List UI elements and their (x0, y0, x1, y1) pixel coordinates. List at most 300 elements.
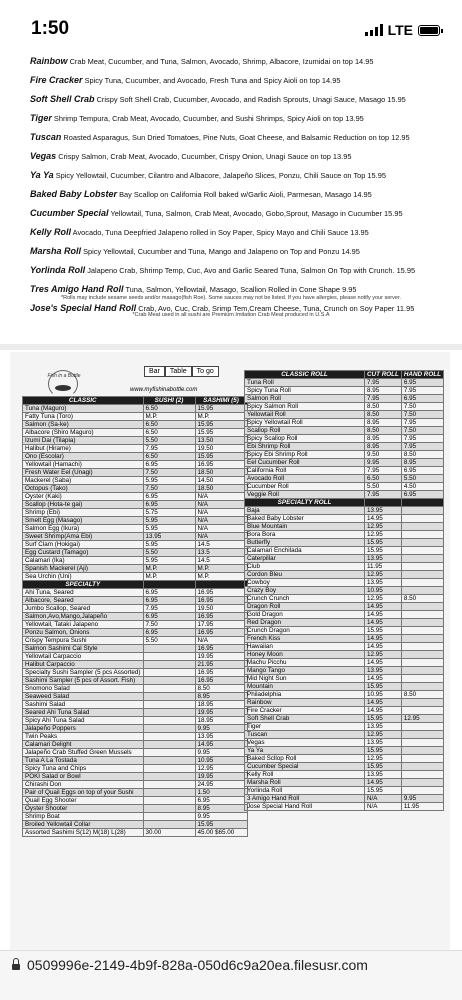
table-cell: Jalapeño Crab Stuffed Green Mussels (23, 749, 144, 757)
table-cell: 12.95 (365, 523, 402, 531)
table-cell: Bora Bora (245, 531, 365, 539)
table-row (23, 429, 248, 437)
table-row (23, 533, 248, 541)
table-row (23, 701, 248, 709)
table-row (23, 669, 248, 677)
table-cell: 17.95 (195, 621, 247, 629)
table-cell: Avocado Roll (245, 475, 365, 483)
table-cell: Mountain (245, 683, 365, 691)
crab-note: *Crab Meat used in all sushi are Premium Imitation Crab Meat produced in U.S.A (132, 312, 330, 318)
table-row (245, 747, 444, 755)
table-cell: 19.95 (195, 653, 247, 661)
table-cell: 13.95 (195, 733, 247, 741)
roll-name: Cucumber Special (30, 208, 109, 218)
table-cell: Crispy Tempura Sushi (23, 637, 144, 645)
table-cell (401, 747, 443, 755)
table-cell: Veggie Roll (245, 491, 365, 499)
table-cell: 8.95 (195, 805, 247, 813)
table-row (23, 469, 248, 477)
table-cell: 13.95 (365, 555, 402, 563)
table-cell: Specialty Sushi Sampler (5 pcs Assorted) (23, 669, 144, 677)
table-cell: 13.95 (365, 579, 402, 587)
table-cell: 15.95 (195, 429, 247, 437)
table-cell: 8.50 (401, 595, 443, 603)
table-row (245, 683, 444, 691)
table-cell: M.P. (195, 573, 247, 581)
table-row (245, 467, 444, 475)
roll-desc: Crab, Avo, Cuc, Crab, Srimp Tem,Cream Cheese, Tuna, Crunch on Soy Paper 11.95 (138, 304, 415, 313)
table-cell: Spicy Ahi Tuna Salad (23, 717, 144, 725)
table-cell: 13.95 (365, 723, 402, 731)
table-cell: N/A (195, 533, 247, 541)
roll-item (30, 52, 440, 71)
table-row (245, 723, 444, 731)
table-row (23, 413, 248, 421)
table-cell: 9.95 (195, 725, 247, 733)
table-row (245, 579, 444, 587)
table-row (23, 509, 248, 517)
table-cell: 3 Amigo Hand Roll (245, 795, 365, 803)
table-header (245, 371, 444, 379)
signal-icon (365, 24, 383, 36)
roll-item (30, 71, 440, 90)
roll-name: Fire Cracker (30, 75, 83, 85)
table-cell: 14.5 (195, 541, 247, 549)
table-cell: M.P. (195, 565, 247, 573)
table-row (23, 725, 248, 733)
table-cell: Yellowtail, Tataki Jalapeno (23, 621, 144, 629)
table-row (245, 779, 444, 787)
table-cell: Scallop (Hota-te gai) (23, 501, 144, 509)
table-row (23, 549, 248, 557)
table-row (245, 387, 444, 395)
table-cell: Yorlinda Roll (245, 787, 365, 795)
table-cell (401, 507, 443, 515)
table-cell: French Kiss (245, 635, 365, 643)
battery-icon (418, 25, 440, 36)
table-row (23, 645, 248, 653)
table-cell: Octopus (Tako) (23, 485, 144, 493)
table-cell: 16.95 (195, 645, 247, 653)
table-cell: 8.95 (365, 443, 402, 451)
table-cell: Halibut Carpaccio (23, 661, 144, 669)
table-row (245, 651, 444, 659)
table-cell: 5.50 (143, 437, 195, 445)
table-row (245, 731, 444, 739)
table-row (245, 611, 444, 619)
table-row (23, 541, 248, 549)
table-cell: 15.95 (195, 453, 247, 461)
table-cell: 7.95 (401, 435, 443, 443)
table-cell: 7.95 (365, 467, 402, 475)
table-cell: SPECIALTY (23, 581, 144, 589)
table-cell: 8.95 (401, 459, 443, 467)
roll-name: Kelly Roll (30, 227, 72, 237)
table-row (245, 771, 444, 779)
table-row (23, 573, 248, 581)
table-row (245, 395, 444, 403)
table-cell: 6.50 (143, 405, 195, 413)
table-cell: POKI Salad or Bowl (23, 773, 144, 781)
table-row (245, 435, 444, 443)
table-cell (143, 677, 195, 685)
browser-bar[interactable] (0, 950, 462, 1000)
table-cell: M.P. (195, 413, 247, 421)
table-cell: Crunch Dragon (245, 627, 365, 635)
table-cell: 12.95 (365, 595, 402, 603)
table-cell: Red Dragon (245, 619, 365, 627)
table-cell: N/A (365, 803, 402, 811)
table-cell: Spicy Ebi Shrimp Roll (245, 451, 365, 459)
table-cell (143, 693, 195, 701)
table-row (245, 379, 444, 387)
table-row (245, 539, 444, 547)
roll-desc: Bay Scallop on California Roll baked w/Garlic Aioli, Parmesan, Masago 14.95 (119, 190, 372, 199)
table-cell (401, 787, 443, 795)
table-row (23, 677, 248, 685)
table-row (23, 605, 248, 613)
togo-box: To go (192, 366, 219, 377)
table-cell: 5.95 (143, 517, 195, 525)
table-row (245, 403, 444, 411)
table-cell: 5.50 (143, 549, 195, 557)
table-row (245, 803, 444, 811)
table-cell: 9.95 (195, 813, 247, 821)
table-cell: N/A (365, 795, 402, 803)
table-cell: Honey Moon (245, 651, 365, 659)
table-cell: Eel Cucumber Roll (245, 459, 365, 467)
table-row (23, 821, 248, 829)
table-row (245, 691, 444, 699)
table-cell: 15.95 (365, 763, 402, 771)
table-cell: Spanish Mackerel (Aji) (23, 565, 144, 573)
table-cell: Caterpillar (245, 555, 365, 563)
table-cell: 13.95 (365, 667, 402, 675)
table-row (245, 523, 444, 531)
table-cell: 6.95 (195, 797, 247, 805)
table-cell: 16.95 (195, 613, 247, 621)
table-cell: Club (245, 563, 365, 571)
table-row (23, 765, 248, 773)
roll-item (30, 90, 440, 109)
table-cell: Baked Scllop Roll (245, 755, 365, 763)
table-row (245, 755, 444, 763)
table-cell: Surf Clam (Hokigai) (23, 541, 144, 549)
sushi-sashimi-table (22, 396, 248, 837)
table-cell: 9.95 (195, 749, 247, 757)
table-cell: N/A (195, 509, 247, 517)
table-cell: Cordon Bleu (245, 571, 365, 579)
specialty-roll-descriptions (30, 52, 440, 318)
table-row (23, 757, 248, 765)
table-cell (401, 635, 443, 643)
table-cell: Philadelphia (245, 691, 365, 699)
table-cell: CUT ROLL (365, 371, 402, 379)
table-cell: Oyster Shooter (23, 805, 144, 813)
table-cell (365, 499, 402, 507)
table-cell: 6.95 (401, 379, 443, 387)
roll-desc: Spicy Tuna, Cucumber, and Avocado, Fresh Tuna and Spicy Aioli on top 14.95 (84, 76, 341, 85)
table-row (245, 675, 444, 683)
table-cell: 5.50 (401, 475, 443, 483)
table-cell: M.P. (143, 573, 195, 581)
table-cell (143, 821, 195, 829)
table-row (245, 643, 444, 651)
table-cell (401, 731, 443, 739)
table-cell: 16.95 (195, 677, 247, 685)
table-row (23, 717, 248, 725)
table-cell: 7.95 (401, 387, 443, 395)
table-cell (401, 739, 443, 747)
table-cell: 16.95 (195, 461, 247, 469)
table-cell: Egg Custard (Tamago) (23, 549, 144, 557)
table-cell: 15.95 (195, 421, 247, 429)
table-row (23, 709, 248, 717)
table-cell: Cucumber Roll (245, 483, 365, 491)
roll-item (30, 223, 440, 242)
table-cell: Fatty Tuna (Toro) (23, 413, 144, 421)
table-cell: 8.95 (195, 693, 247, 701)
table-cell: Yellowtail Carpaccio (23, 653, 144, 661)
table-cell (401, 555, 443, 563)
table-cell: 19.95 (195, 709, 247, 717)
table-cell (401, 603, 443, 611)
status-indicators (365, 22, 440, 38)
table-row (245, 627, 444, 635)
table-cell (401, 659, 443, 667)
table-row (23, 589, 248, 597)
table-cell: 7.50 (143, 485, 195, 493)
table-cell: 15.95 (365, 715, 402, 723)
table-cell: 8.50 (365, 411, 402, 419)
table-cell: 5.95 (143, 477, 195, 485)
fish-in-a-bottle-logo: Fish in a Bottle (40, 370, 85, 400)
table-row (23, 501, 248, 509)
table-cell (401, 651, 443, 659)
table-cell: Fresh Water Eel (Unagi) (23, 469, 144, 477)
table-row (245, 635, 444, 643)
table-cell: 6.95 (401, 395, 443, 403)
roll-item (30, 109, 440, 128)
table-row (23, 797, 248, 805)
table-row (23, 733, 248, 741)
table-cell (401, 531, 443, 539)
table-row (245, 475, 444, 483)
menu-page[interactable] (0, 48, 462, 950)
table-cell (401, 723, 443, 731)
assorted-row (23, 829, 248, 837)
table-row (245, 515, 444, 523)
table-row (245, 795, 444, 803)
table-cell: 6.50 (365, 475, 402, 483)
table-row (23, 525, 248, 533)
table-cell: Baked Baby Lobster (245, 515, 365, 523)
table-cell (143, 813, 195, 821)
table-cell: Smelt Egg (Masago) (23, 517, 144, 525)
table-cell (143, 757, 195, 765)
table-cell (143, 725, 195, 733)
table-cell: 6.50 (143, 429, 195, 437)
table-cell: Blue Mountain (245, 523, 365, 531)
table-cell: 8.95 (365, 419, 402, 427)
table-cell: Mango Tango (245, 667, 365, 675)
table-cell: Mid Night Sun (245, 675, 365, 683)
table-cell: SPECIALTY ROLL (245, 499, 365, 507)
table-cell: Cucumber Special (245, 763, 365, 771)
table-cell: Salmon Sashimi Cal Style (23, 645, 144, 653)
roll-name: Marsha Roll (30, 246, 82, 256)
table-cell: 6.95 (143, 501, 195, 509)
table-row (245, 547, 444, 555)
table-cell (143, 709, 195, 717)
table-cell: 19.50 (195, 605, 247, 613)
table-cell: 6.95 (143, 597, 195, 605)
table-row (245, 667, 444, 675)
table-cell (401, 755, 443, 763)
table-cell: Albacore (Shiro Maguro) (23, 429, 144, 437)
table-cell: 5.50 (143, 637, 195, 645)
table-row (245, 507, 444, 515)
table-cell: 6.95 (401, 491, 443, 499)
table-cell: Baja (245, 507, 365, 515)
roll-desc: Spicy Yellowtail, Cucumber and Tuna, Mango and Jalapeno on Top and Ponzu 14.95 (83, 247, 360, 256)
table-row (23, 565, 248, 573)
table-cell: 14.50 (195, 477, 247, 485)
table-cell: 15.95 (195, 821, 247, 829)
table-cell: Crazy Boy (245, 587, 365, 595)
table-cell: Mackerel (Saba) (23, 477, 144, 485)
table-cell: 12.95 (195, 765, 247, 773)
table-cell: 7.95 (143, 445, 195, 453)
table-row (245, 451, 444, 459)
table-cell (195, 829, 247, 837)
table-cell: 10.95 (195, 757, 247, 765)
table-row (23, 453, 248, 461)
table-cell: M.P. (143, 413, 195, 421)
table-cell (143, 685, 195, 693)
table-cell: 13.5 (195, 549, 247, 557)
table-row (23, 693, 248, 701)
table-cell (401, 643, 443, 651)
table-cell: 16.95 (195, 669, 247, 677)
table-cell (143, 789, 195, 797)
table-cell: Ya Ya (245, 747, 365, 755)
table-cell (143, 773, 195, 781)
table-cell: N/A (195, 637, 247, 645)
table-cell: N/A (195, 525, 247, 533)
table-row (245, 587, 444, 595)
table-cell: 12.95 (365, 531, 402, 539)
roll-desc: Spicy Yellowtail, Cucumber, Cilantro and Albacore, Jalapeño Slices, Ponzu, Chili Sauce on Top 15.95 (55, 171, 386, 180)
table-cell: 5.95 (143, 525, 195, 533)
website-url: www.myfishinabottle.com (130, 387, 198, 393)
browser-url[interactable]: 0509996e-2149-4b9f-828a-050d6c9a20ea.filesusr.com (27, 957, 368, 973)
table-cell (401, 579, 443, 587)
table-cell: Soft Shell Crab (245, 715, 365, 723)
table-row (245, 763, 444, 771)
table-cell: Snomono Salad (23, 685, 144, 693)
table-cell: 12.95 (401, 715, 443, 723)
table-cell: 8.50 (365, 427, 402, 435)
table-cell: 24.95 (195, 781, 247, 789)
roll-desc: Crispy Soft Shell Crab, Cucumber, Avocado, and Radish Sprouts, Unagi Sauce, Masago 15.95 (96, 95, 406, 104)
table-cell: Gold Dragon (245, 611, 365, 619)
table-cell: 9.95 (401, 795, 443, 803)
table-cell: Tuna (Maguro) (23, 405, 144, 413)
table-cell (143, 581, 195, 589)
price: $65.00 (215, 829, 235, 836)
roll-name: Rainbow (30, 56, 68, 66)
roll-name: Soft Shell Crab (30, 94, 95, 104)
table-cell: 10.95 (365, 587, 402, 595)
table-cell: 12.95 (365, 755, 402, 763)
table-cell: Salmon Roll (245, 395, 365, 403)
roll-desc: Jalapeno Crab, Shrimp Temp, Cuc, Avo and Garlic Seared Tuna, Salmon On Top with Crunch. 15.95 (87, 266, 416, 275)
table-row (245, 563, 444, 571)
table-cell: 13.95 (365, 771, 402, 779)
table-row (245, 555, 444, 563)
table-cell: 8.95 (365, 435, 402, 443)
table-cell (401, 707, 443, 715)
table-header (23, 397, 248, 405)
table-cell: 7.95 (401, 443, 443, 451)
table-row (245, 715, 444, 723)
table-cell: 15.95 (365, 627, 402, 635)
roll-item (30, 147, 440, 166)
table-cell (401, 587, 443, 595)
roll-item (30, 204, 440, 223)
table-cell: 9.50 (365, 451, 402, 459)
roll-name: Tuscan (30, 132, 62, 142)
table-cell: 6.95 (401, 467, 443, 475)
table-row (23, 661, 248, 669)
table-row (23, 597, 248, 605)
table-cell: Ahi Tuna, Seared (23, 589, 144, 597)
roll-name: Ya Ya (30, 170, 54, 180)
roll-name: Tres Amigo Hand Roll (30, 284, 124, 294)
table-row (245, 603, 444, 611)
roll-desc: Roasted Asparagus, Sun Dried Tomatoes, Pine Nuts, Goat Cheese, and Balsamic Reduction on top 12.95 (63, 133, 410, 142)
table-cell: Shrimp (Ebi) (23, 509, 144, 517)
table-cell (401, 563, 443, 571)
table-cell: Hawaiian (245, 643, 365, 651)
table-cell: 18.50 (195, 469, 247, 477)
roll-name: Baked Baby Lobster (30, 189, 118, 199)
table-cell: 14.95 (365, 779, 402, 787)
table-row (245, 739, 444, 747)
table-row (23, 749, 248, 757)
table-cell: 7.50 (143, 621, 195, 629)
table-cell: 13.95 (365, 739, 402, 747)
table-row (245, 595, 444, 603)
table-cell: 7.50 (401, 427, 443, 435)
table-row (245, 411, 444, 419)
table-row (245, 699, 444, 707)
table-cell: Pair of Quail Eggs on top of your Sushi (23, 789, 144, 797)
table-cell: 19.95 (195, 773, 247, 781)
table-cell: Chirashi Don (23, 781, 144, 789)
roll-item (30, 185, 440, 204)
table-cell: 18.95 (195, 701, 247, 709)
table-cell: Dragon Roll (245, 603, 365, 611)
table-cell: M.P. (143, 565, 195, 573)
table-row (245, 491, 444, 499)
table-cell: 8.50 (195, 685, 247, 693)
roll-item (30, 261, 440, 280)
roll-name: Vegas (30, 151, 57, 161)
table-cell (143, 645, 195, 653)
table-cell: 13.50 (195, 437, 247, 445)
